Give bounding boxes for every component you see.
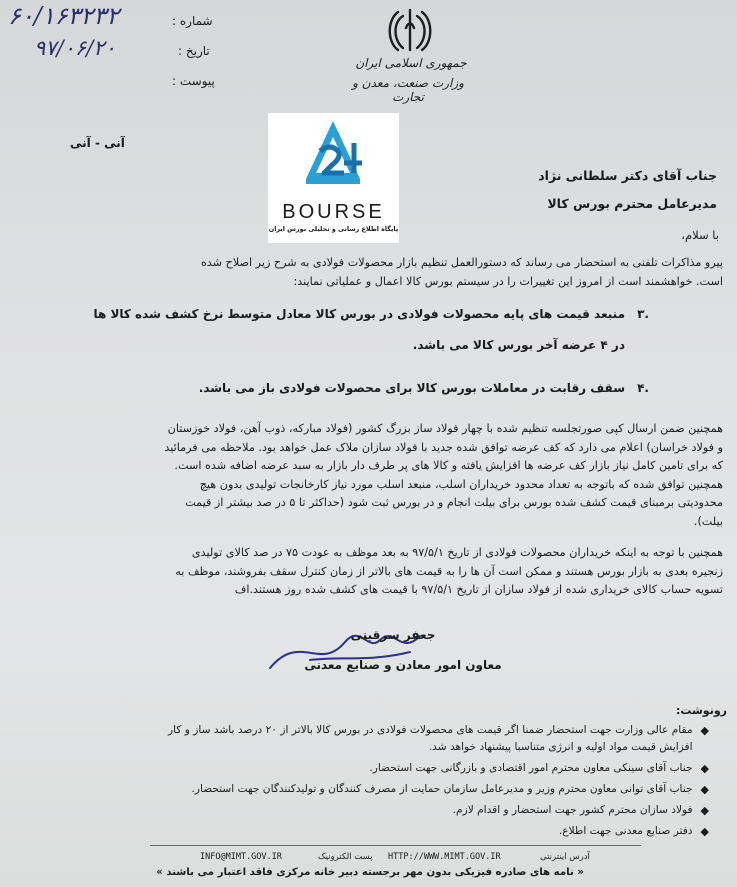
paragraph-line: همچنین ضمن ارسال کپی صورتجلسه تنظیم شده با چهار فولاد ساز بزرگ کشور (فولاد مبارکه، ذوب آهن، فولاد خوزستان xyxy=(167,422,723,435)
intro-paragraph xyxy=(16,254,723,291)
footer-website: HTTP://WWW.MIMT.GOV.IR xyxy=(388,852,501,862)
cc-item-text: جناب آقای توانی معاون محترم وزیر و مدیرعامل سازمان حمایت از مصرف کنندگان و تولیدکنندگان جهت استحضار. xyxy=(191,783,693,795)
bullet-icon: ◆ xyxy=(700,724,709,737)
cc-item xyxy=(24,722,709,756)
footer-rule xyxy=(150,845,641,846)
footer-address-label: آدرس اینترنتی xyxy=(540,852,590,862)
cc-item xyxy=(24,760,709,777)
org-name-line1: جمهوری اسلامی ایران xyxy=(355,56,467,70)
cc-item-text: فولاد سازان محترم کشور جهت استحضار و اقدام لازم. xyxy=(452,804,693,816)
iran-emblem-icon xyxy=(386,6,434,54)
item-3-line2: در ۴ عرضه آخر بورس کالا می باشد. xyxy=(412,338,625,352)
letter-number-label: شماره : xyxy=(172,14,213,28)
footer-email-label: پست الکترونیک xyxy=(318,852,373,862)
cc-list xyxy=(24,722,709,840)
item-4-line: سقف رقابت در معاملات بورس کالا برای محصولات فولادی باز می باشد. xyxy=(198,381,625,395)
paragraph-quota xyxy=(16,420,723,532)
paragraph-line: تسویه حساب کالای خریداری شده از فولاد سازان از تاریخ ۹۷/۵/۱ با قیمت های کشف شده روز هستند.اف xyxy=(234,583,723,597)
footer-notice: « نامه های صادره فیزیکی بدون مهر برجسته دبیر خانه مرکزی فاقد اعتبار می باشند » xyxy=(156,867,584,878)
paragraph-line: محدودیتی برمبنای قیمت کشف شده بورس برای بیلت انجام و در بورس ثبت شود (حداکثر تا ۵ در صد بیشتر از قیمت xyxy=(185,496,723,510)
paragraph-line: همچنین توافق شده که باتوجه به تعداد محدود خریداران اسلب، منبعد اسلب مورد نیاز کارخانجات تولیدی بدون هیچ xyxy=(199,477,723,491)
intro-line: است. خواهشمند است از امروز این تغییرات را در سیستم بورس کالا اعمال و عملیاتی نمایند: xyxy=(293,274,723,288)
bullet-icon: ◆ xyxy=(700,825,709,838)
cc-item-text: جناب آقای سینکی معاون محترم امور اقتصادی و بازرگانی جهت استحضار. xyxy=(369,762,693,774)
cc-item-text: افزایش قیمت مواد اولیه و انرژی متناسبا پیشنهاد خواهد شد. xyxy=(428,741,693,753)
paragraph-line: همچنین با توجه به اینکه خریداران محصولات فولادی از تاریخ ۹۷/۵/۱ به بعد موظف به عودت ۷۵ در صد کالای تولیدی xyxy=(191,546,723,559)
cc-item xyxy=(24,823,709,840)
cc-label: رونوشت: xyxy=(675,704,727,717)
cc-item xyxy=(24,781,709,798)
bullet-icon: ◆ xyxy=(700,762,709,775)
greeting: با سلام، xyxy=(681,228,719,242)
signer-title: معاون امور معادن و صنایع معدنی xyxy=(304,658,502,672)
bullet-icon: ◆ xyxy=(700,783,709,796)
cc-item-text: دفتر صنایع معدنی جهت اطلاع. xyxy=(558,825,693,837)
bourse-logo-name: BOURSE xyxy=(282,201,385,223)
recipient-title: مدیرعامل محترم بورس کالا xyxy=(547,196,717,211)
letter-date-label: تاریخ : xyxy=(178,44,210,58)
paragraph-line: زنجیره بعدی به بازار بورس هستند و ممکن است آن ها را به قیمت های بالاتر از زمان کنترل سقف بفروشند، موظف به xyxy=(175,564,723,578)
urgency-mark: آنی - آنی xyxy=(70,136,125,150)
item-3-line1: منبعد قیمت های پایه محصولات فولادی در بورس کالا معادل متوسط نرخ کشف شده کالا ها xyxy=(93,307,625,321)
cc-item-text: مقام عالی وزارت جهت استحضار ضمنا اگر قیمت های محصولات فولادی در بورس کالا بالاتر از ۲۰ درصد باشد ساز و کار xyxy=(168,724,693,736)
letter-attachment-label: پیوست : xyxy=(172,74,215,88)
bourse-watermark xyxy=(268,113,399,243)
paragraph-line: بیلت). xyxy=(693,514,723,528)
cc-item xyxy=(24,802,709,819)
footer-email: INFO@MIMT.GOV.IR xyxy=(200,852,282,862)
letter-date-value: ۹۷/۰۶/۲۰ xyxy=(34,36,116,60)
bullet-icon: ◆ xyxy=(700,804,709,817)
bourse-logo-icon xyxy=(268,113,399,205)
paragraph-line: که برای تامین کامل نیاز بازار کف عرضه ها افزایش یافته و کالا های پر طرف دار بازار به سبد عرضه اضافه شده است. xyxy=(174,459,723,473)
paragraph-line: و فولاد خراسان) اعلام می دارد که کف عرضه توافق شده جدید با فولاد سازان ملاک عمل خواهد بود. ملاحظه می فرمائید xyxy=(164,440,723,454)
paragraph-settlement xyxy=(16,544,723,600)
bourse-logo-tagline: پایگاه اطلاع رسانی و تحلیلی بورس ایران xyxy=(268,225,399,233)
intro-line: پیرو مذاکرات تلفنی به استحضار می رساند که دستورالعمل تنظیم بازار محصولات فولادی به شرح زیر اصلاح شده xyxy=(200,256,723,269)
org-name-line2: وزارت صنعت، معدن و تجارت xyxy=(352,76,464,104)
item-4-number: ۴. xyxy=(637,381,649,395)
letter-number-value: ۶۰/۱۶۳۲۳۲ xyxy=(8,2,120,30)
recipient-name: جناب آقای دکتر سلطانی نژاد xyxy=(538,168,717,183)
item-3-number: ۳. xyxy=(637,307,649,321)
signer-name: جعفر سرقینی xyxy=(350,628,436,642)
